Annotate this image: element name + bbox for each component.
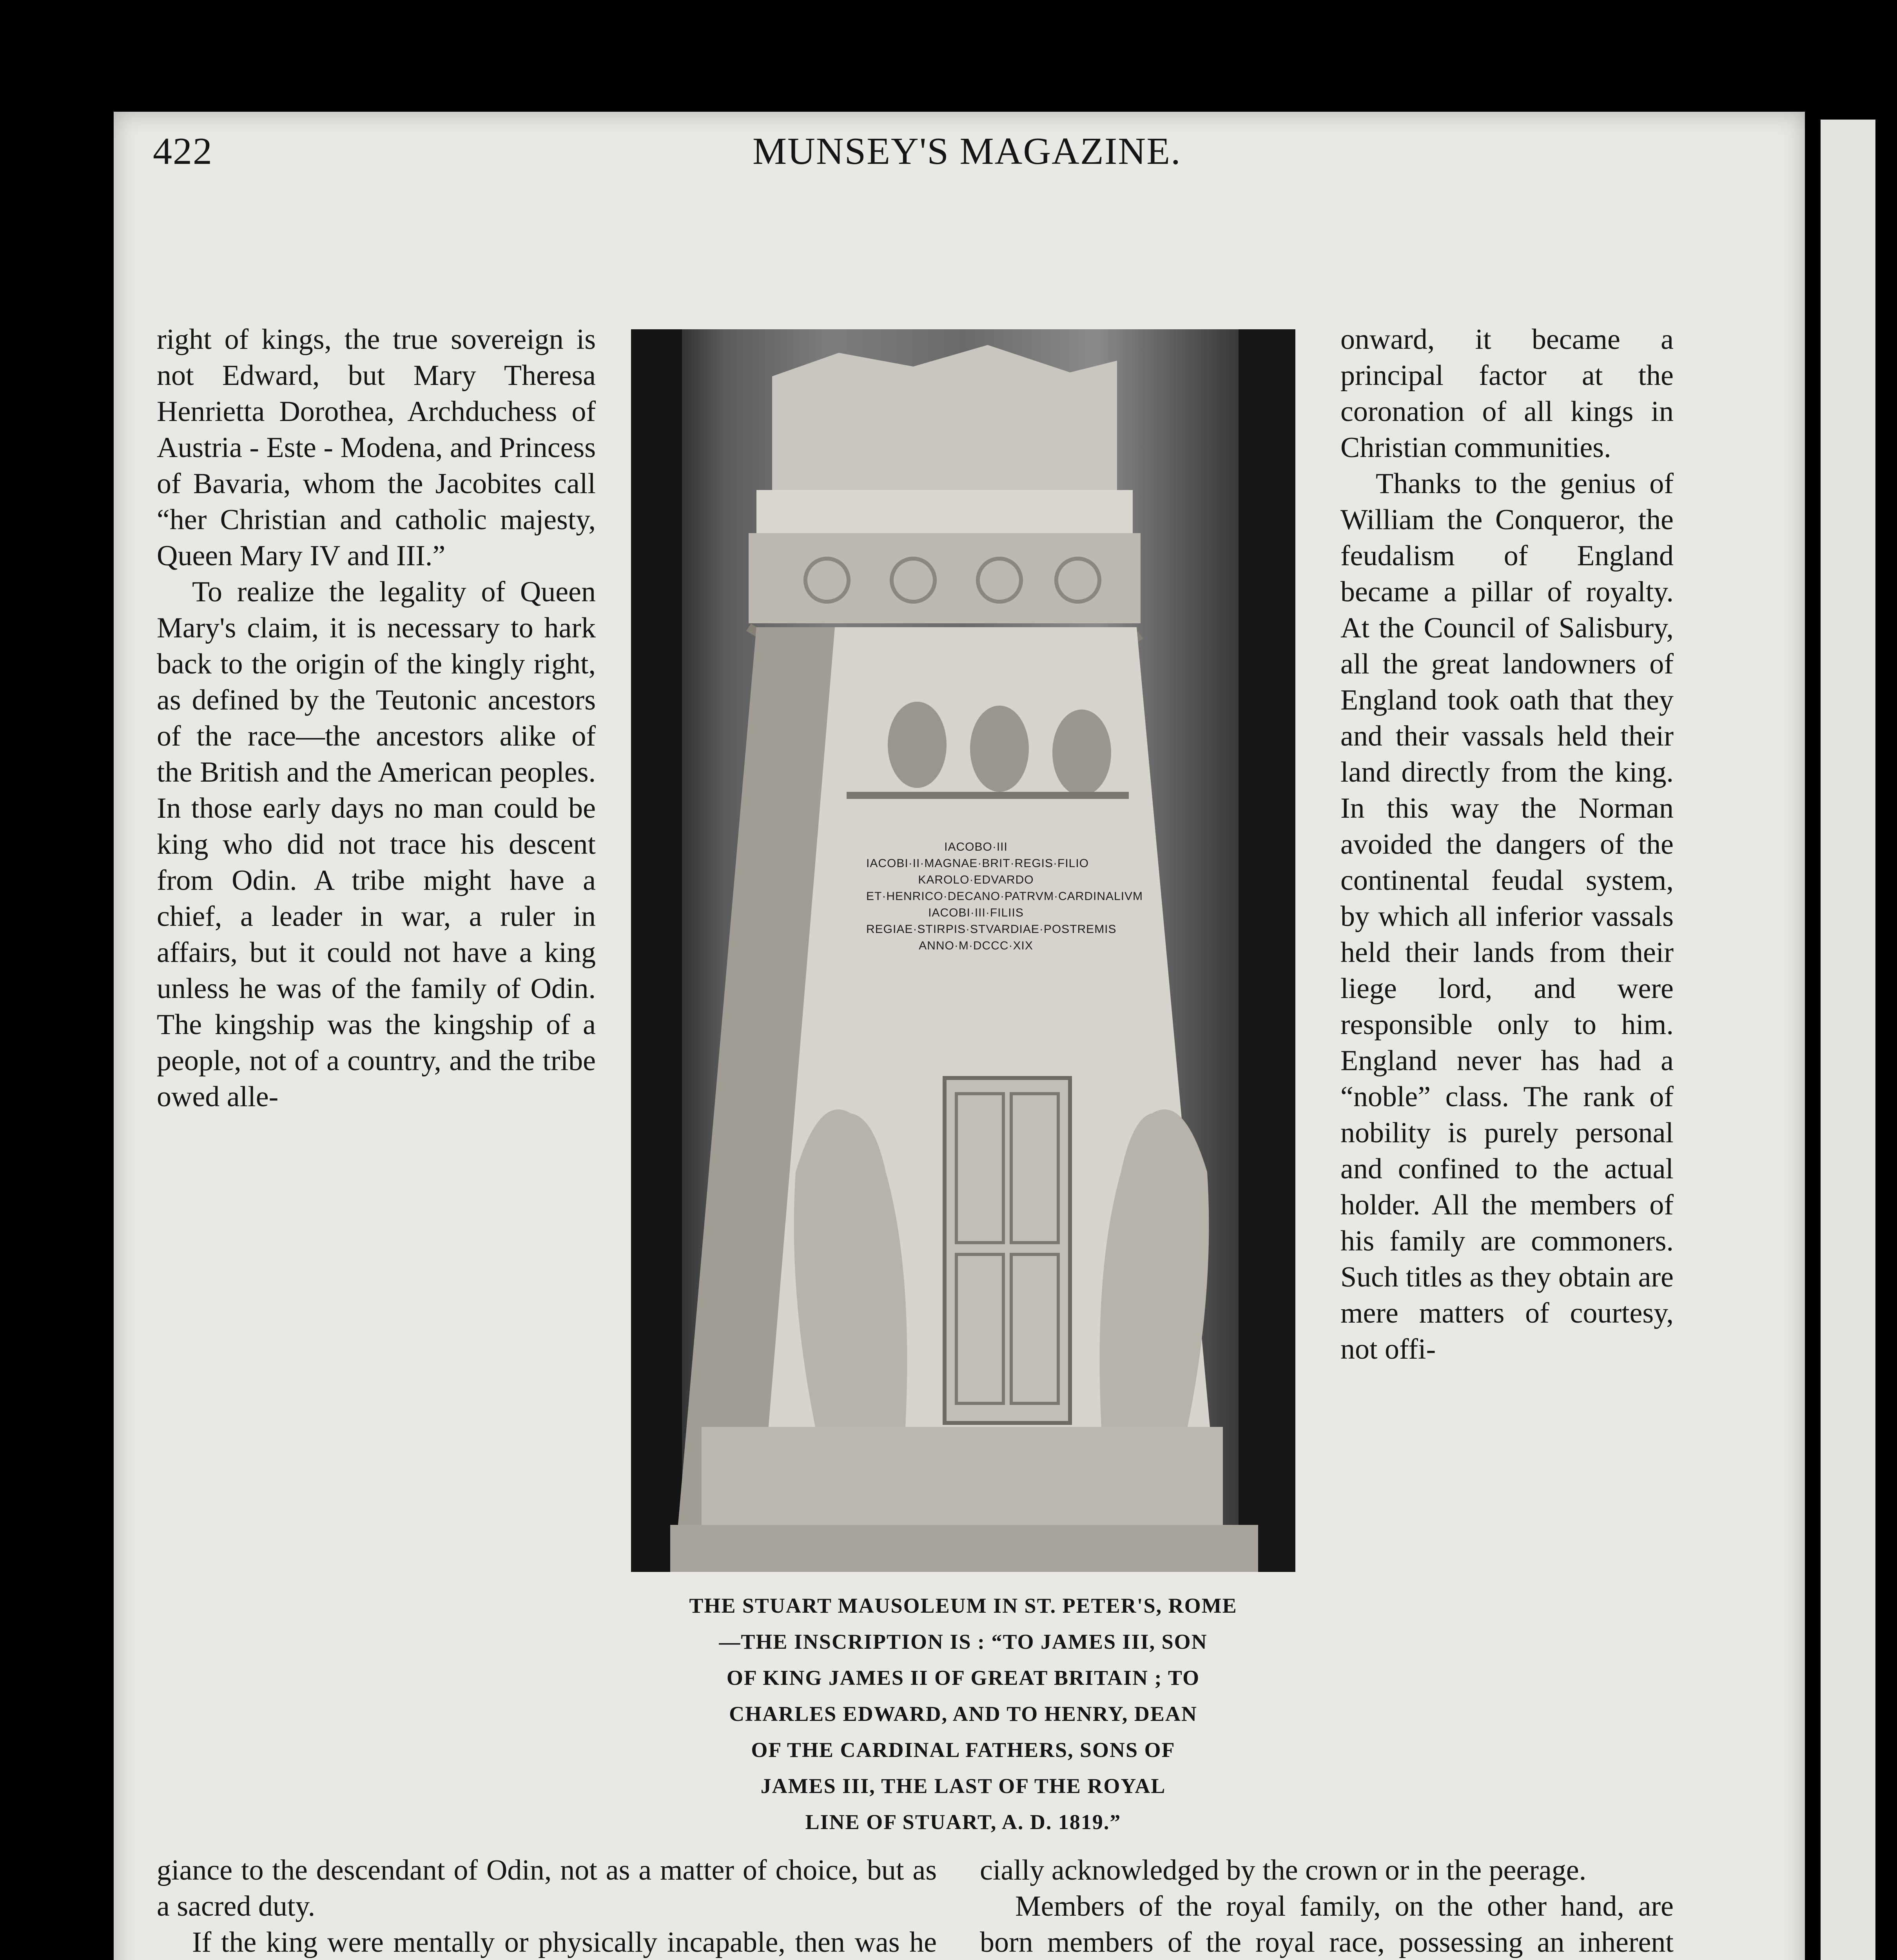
adjacent-page-edge <box>1821 120 1875 1960</box>
caption-line: OF KING JAMES II OF GREAT BRITAIN ; TO <box>726 1666 1200 1690</box>
column-right-top <box>1340 321 1674 1850</box>
inscription-line: IACOBI·III·FILIIS <box>928 906 1024 919</box>
paragraph: To realize the legality of Queen Mary's claim, it is necessary to hark back to the origin of the kingly right, as defined by the Teutonic ancestors of the race—the ancestors alike of the British and the American peoples. In those early days no man could be king who did not trace his descent from Odin. A tribe might have a chief, a leader in war, a ruler in affairs, but it could not have a king unless he was of the family of Odin. The kingship was the kingship of a people, not of a country, and the tribe owed alle- <box>157 576 596 1113</box>
inscription <box>866 839 1143 954</box>
magazine-title: MUNSEY'S MAGAZINE. <box>753 130 1181 172</box>
running-head <box>153 129 1681 200</box>
paragraph: Thanks to the genius of William the Conqueror, the feudalism of England became a pillar of royalty. At the Council of Salisbury, all the great landowners of England took oath that they and their vassals held their land directly from the king. In this way the Norman avoided the dangers of the continental feudal system, by which all inferior vassals held their lands from their liege lord, and were responsible only to him. England never has had a “noble” class. The rank of nobility is purely personal and confined to the actual holder. All the members of his family are commoners. Such titles as they obtain are mere matters of courtesy, not offi- <box>1340 468 1674 1365</box>
caption-line: OF THE CARDINAL FATHERS, SONS OF <box>751 1738 1175 1762</box>
caption-line: THE STUART MAUSOLEUM IN ST. PETER'S, ROME <box>689 1594 1237 1617</box>
column-left-bottom <box>157 1852 937 1960</box>
photo-caption <box>631 1588 1295 1840</box>
inscription-line: KAROLO·EDVARDO <box>918 873 1034 886</box>
paragraph: giance to the descendant of Odin, not as a matter of choice, but as a sacred duty. <box>157 1854 937 1922</box>
caption-line: LINE OF STUART, A. D. 1819.” <box>805 1810 1121 1834</box>
column-left-top <box>157 321 596 1850</box>
caption-line: —THE INSCRIPTION IS : “TO JAMES III, SON <box>719 1630 1208 1653</box>
paragraph: cially acknowledged by the crown or in the peerage. <box>980 1854 1587 1886</box>
column-right-bottom <box>980 1852 1674 1960</box>
paragraph: Members of the royal family, on the other hand, are born members of the royal race, possessing an inherent <box>980 1890 1674 1958</box>
paragraph: If the king were mentally or physically incapable, then was he <box>192 1926 937 1958</box>
inscription-line: IACOBO·III <box>944 840 1008 853</box>
inscription-line: IACOBI·II·MAGNAE·BRIT·REGIS·FILIO <box>866 857 1089 870</box>
caption-line: JAMES III, THE LAST OF THE ROYAL <box>760 1774 1166 1798</box>
paragraph: right of kings, the true sovereign is not Edward, but Mary Theresa Henrietta Dorothea, Archduchess of Austria - Este - Modena, and Princess of Bavaria, whom the Jacobites call “her Christian and catholic majesty, Queen Mary IV and III.” <box>157 323 596 572</box>
page-number: 422 <box>153 130 213 172</box>
inscription-line: REGIAE·STIRPIS·STVARDIAE·POSTREMIS <box>866 923 1117 936</box>
inscription-line: ET·HENRICO·DECANO·PATRVM·CARDINALIVM <box>866 890 1143 903</box>
mausoleum-photo <box>631 329 1295 1572</box>
paragraph: onward, it became a principal factor at the coronation of all kings in Christian communities. <box>1340 323 1674 464</box>
caption-line: CHARLES EDWARD, AND TO HENRY, DEAN <box>729 1702 1197 1726</box>
inscription-line: ANNO·M·DCCC·XIX <box>919 939 1033 952</box>
